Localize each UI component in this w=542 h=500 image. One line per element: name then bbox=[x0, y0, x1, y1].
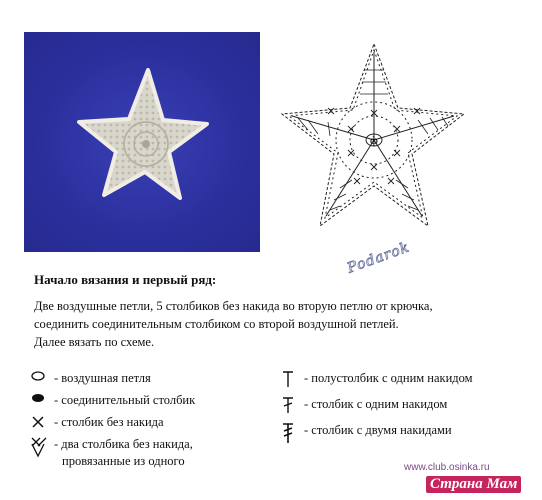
legend-label: - два столбика без накида, bbox=[54, 437, 193, 451]
legend-label: - столбик с двумя накидами bbox=[304, 423, 452, 437]
site-url[interactable]: www.club.osinka.ru bbox=[404, 462, 490, 473]
legend-label: - полустолбик с одним накидом bbox=[304, 371, 473, 385]
legend-label: - столбик с одним накидом bbox=[304, 397, 448, 411]
crochet-chart bbox=[268, 30, 478, 253]
star-photo bbox=[24, 32, 260, 252]
legend-label: - воздушная петля bbox=[54, 371, 151, 385]
single-crochet-icon bbox=[26, 414, 50, 430]
legend-label: - соединительный столбик bbox=[54, 393, 196, 407]
instruction-line: Далее вязать по схеме. bbox=[34, 335, 155, 349]
treble-crochet-icon bbox=[276, 422, 300, 444]
legend-label: - столбик без накида bbox=[54, 415, 164, 429]
instructions bbox=[34, 297, 534, 351]
crochet-star-chart-icon bbox=[268, 30, 478, 248]
brand-logo: Страна Мам bbox=[426, 476, 521, 493]
watermark-text: Podarok bbox=[345, 239, 412, 277]
chain-stitch-icon bbox=[26, 370, 50, 382]
double-crochet-icon bbox=[276, 396, 300, 414]
legend-label-continued: провязанные из одного bbox=[62, 454, 185, 468]
sc-increase-icon bbox=[26, 436, 50, 458]
legend-item-sc bbox=[26, 414, 164, 431]
legend-item-tr bbox=[276, 422, 452, 444]
legend-item-chain bbox=[26, 370, 151, 387]
section-heading: Начало вязания и первый ряд: bbox=[34, 272, 217, 287]
legend-item-hdc bbox=[276, 370, 473, 388]
legend-item-slip bbox=[26, 392, 195, 409]
instruction-line: Две воздушные петли, 5 столбиков без накида во вторую петлю от крючка, bbox=[34, 299, 433, 313]
center-symbol: ф bbox=[370, 136, 378, 147]
half-double-crochet-icon bbox=[276, 370, 300, 388]
legend-item-sc-increase bbox=[26, 436, 193, 470]
slip-stitch-icon bbox=[26, 392, 50, 404]
instruction-line: соединить соединительным столбиком со второй воздушной петлей. bbox=[34, 317, 399, 331]
legend-item-dc bbox=[276, 396, 447, 414]
crochet-star-image bbox=[24, 32, 260, 252]
